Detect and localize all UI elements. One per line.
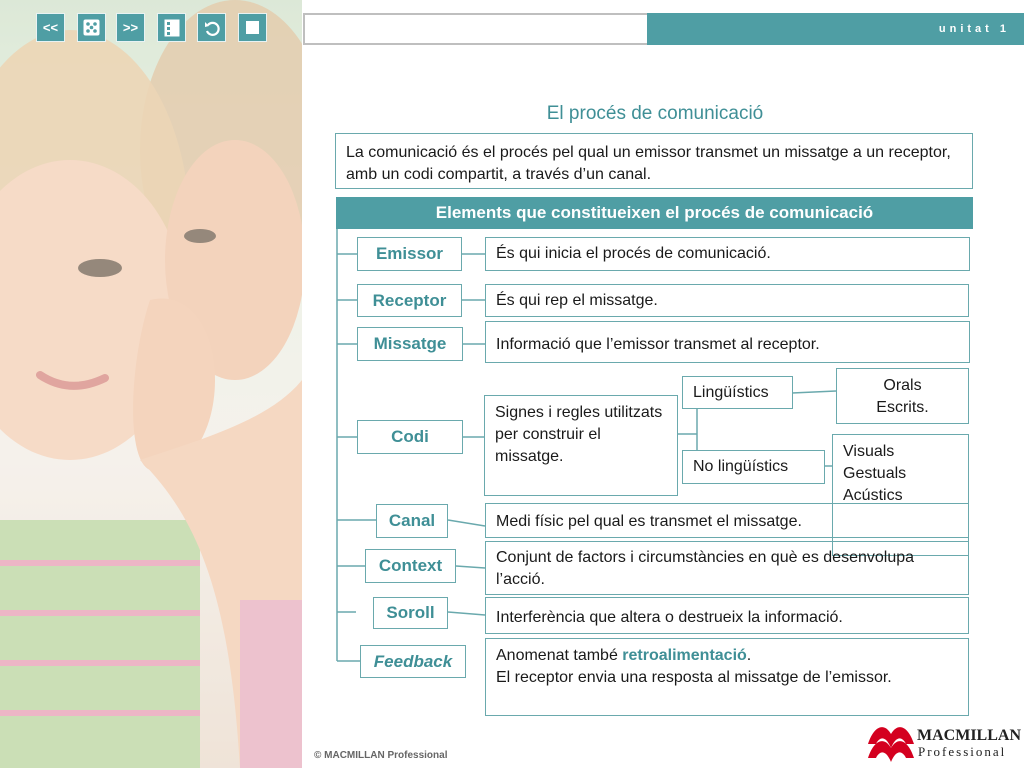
type-acustics: Acústics	[843, 487, 903, 504]
missatge-desc: Informació que l’emissor transmet al receptor.	[485, 321, 970, 363]
receptor-label: Receptor	[357, 284, 462, 317]
canal-label: Canal	[376, 504, 448, 538]
page-title: El procés de comunicació	[546, 103, 764, 124]
linguistics-types	[836, 368, 969, 424]
type-visuals: Visuals	[843, 443, 895, 460]
logo-text-professional: Professional	[918, 744, 1007, 759]
missatge-label: Missatge	[357, 327, 463, 361]
feedback-highlight: retroalimentació	[622, 647, 747, 664]
soroll-desc: Interferència que altera o destrueix la informació.	[485, 597, 969, 634]
emissor-desc: És qui inicia el procés de comunicació.	[485, 237, 970, 271]
unit-label: unitat 1	[938, 23, 1010, 35]
stop-icon	[246, 21, 259, 34]
codi-linguistics: Lingüístics	[682, 376, 793, 409]
stop-button[interactable]	[238, 13, 267, 42]
index-button[interactable]	[157, 13, 186, 42]
index-icon	[164, 19, 180, 37]
next-button[interactable]: >>	[116, 13, 145, 42]
feedback-desc-suffix: .	[746, 647, 752, 664]
macmillan-logo-icon	[866, 718, 916, 762]
elements-header: Elements que constitueixen el procés de comunicació	[336, 197, 973, 229]
dice-button[interactable]	[77, 13, 106, 42]
undo-button[interactable]	[197, 13, 226, 42]
canal-desc: Medi físic pel qual es transmet el missatge.	[485, 503, 969, 538]
children-photo	[0, 0, 302, 768]
feedback-desc-prefix: Anomenat també	[496, 647, 623, 664]
type-gestuals: Gestuals	[843, 465, 907, 482]
undo-icon	[203, 19, 221, 37]
feedback-desc	[485, 638, 969, 716]
context-desc: Conjunt de factors i circumstàncies en què es desenvolupa l’acció.	[485, 541, 969, 595]
receptor-desc: És qui rep el missatge.	[485, 284, 969, 317]
copyright-text: © MACMILLAN Professional	[314, 750, 448, 761]
feedback-label: Feedback	[360, 645, 466, 678]
logo-text-macmillan: MACMILLAN	[917, 727, 1021, 744]
prev-button[interactable]: <<	[36, 13, 65, 42]
type-escrits: Escrits.	[876, 399, 929, 416]
type-orals: Orals	[883, 377, 922, 394]
intro-text: La comunicació és el procés pel qual un emissor transmet un missatge a un receptor, amb un codi compartit, a través d’un canal.	[335, 133, 973, 189]
codi-non-linguistics: No lingüístics	[682, 450, 825, 484]
codi-desc: Signes i regles utilitzats per construir el missatge.	[484, 395, 678, 496]
header-blank-field	[303, 13, 647, 45]
context-label: Context	[365, 549, 456, 583]
codi-label: Codi	[357, 420, 463, 454]
dice-icon	[83, 19, 100, 36]
emissor-label: Emissor	[357, 237, 462, 271]
soroll-label: Soroll	[373, 597, 448, 629]
feedback-desc-line2: El receptor envia una resposta al missatge de l’emissor.	[496, 669, 892, 686]
